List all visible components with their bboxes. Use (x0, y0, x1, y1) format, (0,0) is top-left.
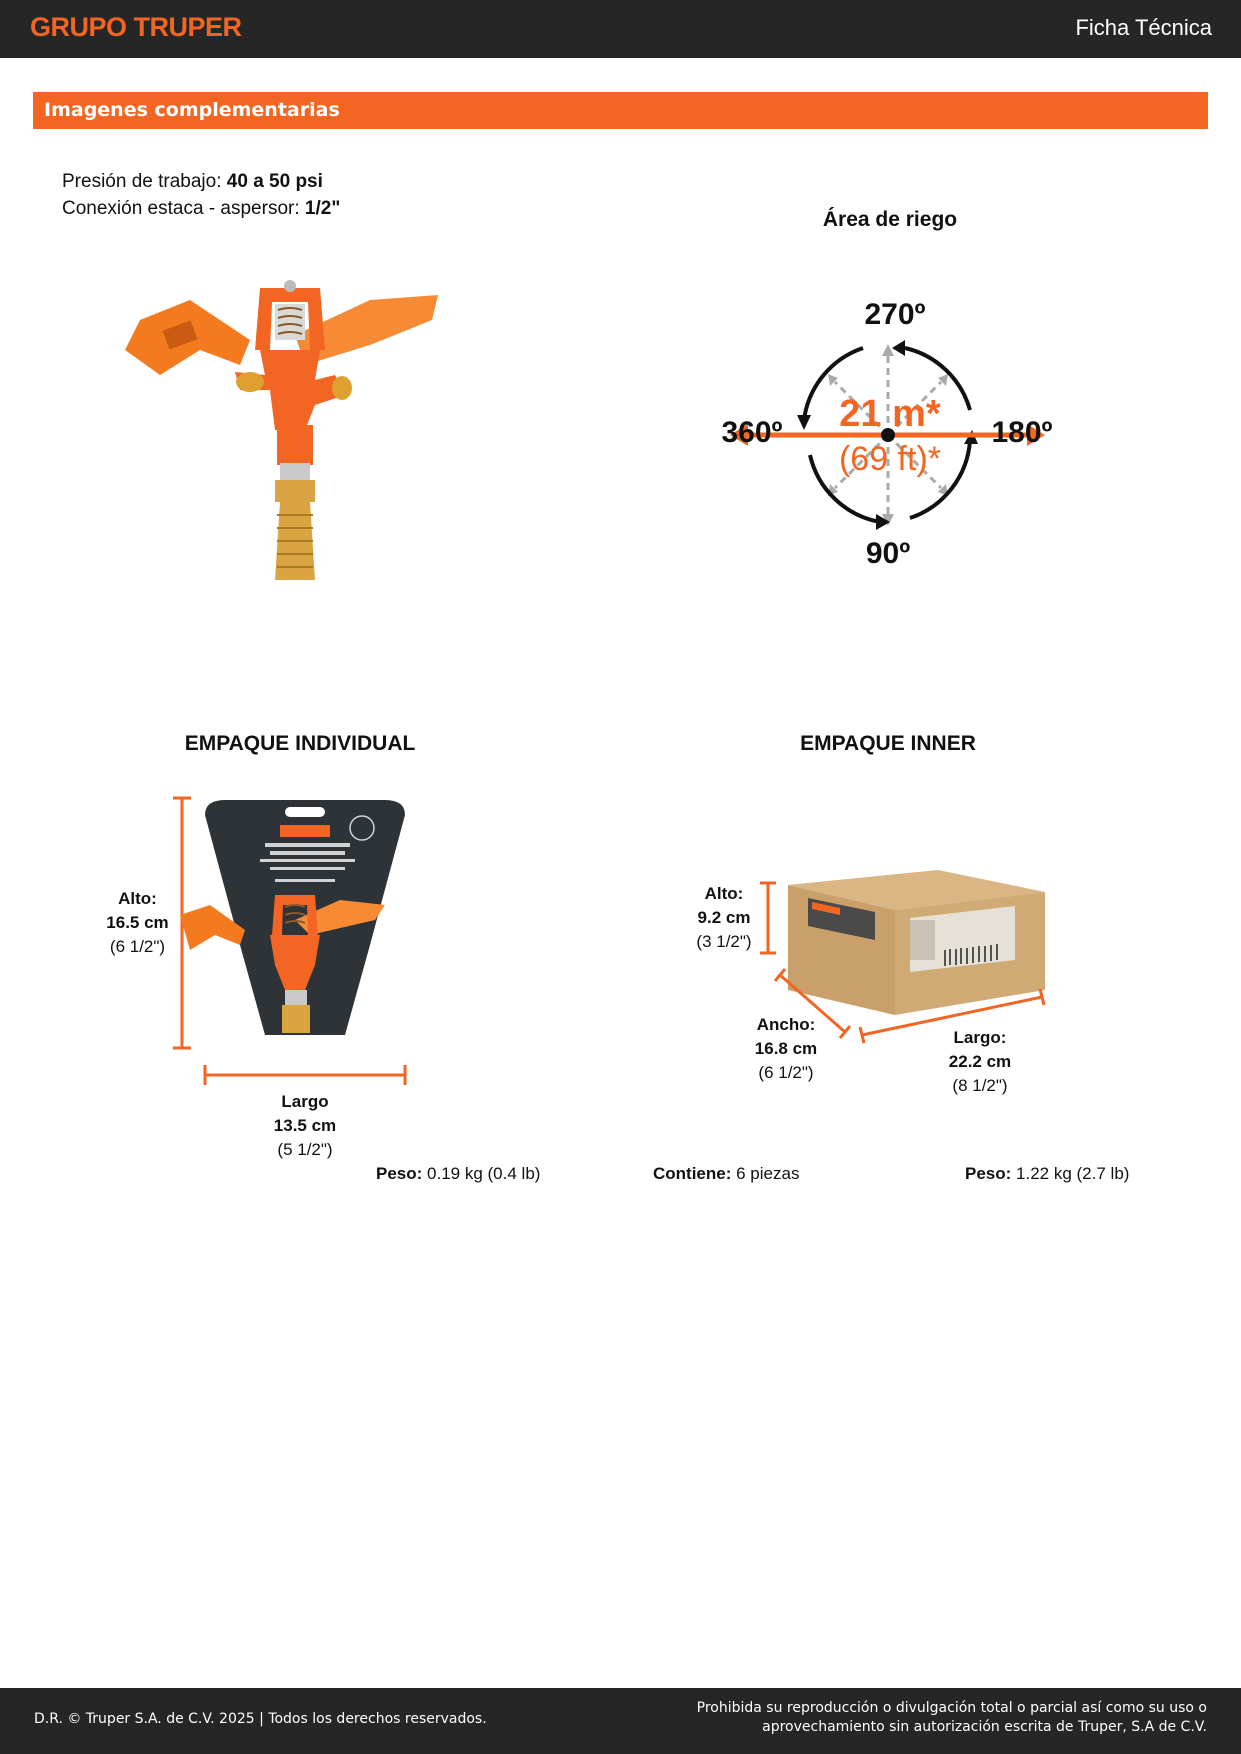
connection-label: Conexión estaca - aspersor: (62, 198, 300, 219)
inner-largo-dimension (928, 1026, 1032, 1098)
document-title: Ficha Técnica (1075, 15, 1212, 40)
inner-peso-value: 1.22 kg (2.7 lb) (1016, 1164, 1130, 1183)
footer-notice-line2: aprovechamiento sin autorización escrita de Truper, S.A de C.V. (762, 1719, 1207, 1735)
individual-largo-dimension (250, 1090, 360, 1162)
sprinkler-product-image (120, 280, 440, 590)
inner-peso-label: Peso: (965, 1164, 1012, 1183)
individual-peso-label: Peso: (376, 1164, 423, 1183)
inner-ancho-cm: 16.8 cm (754, 1039, 818, 1058)
inner-alto-cm: 9.2 cm (697, 908, 751, 927)
inner-largo-label: Largo: (953, 1028, 1007, 1047)
footer-notice (587, 1699, 1207, 1737)
inner-largo-cm: 22.2 cm (948, 1052, 1012, 1071)
inner-contiene (653, 1164, 799, 1184)
page-footer (0, 1688, 1241, 1754)
inner-largo-in: (8 1/2") (952, 1076, 1008, 1095)
individual-package-heading: EMPAQUE INDIVIDUAL (184, 732, 416, 755)
individual-alto-in: (6 1/2") (109, 937, 166, 956)
individual-largo-in: (5 1/2") (277, 1140, 333, 1159)
radius-feet: (69 ft)* (838, 440, 942, 478)
inner-alto-dimension (680, 882, 768, 954)
section-title-bar (33, 92, 1208, 129)
section-title: Imagenes complementarias (44, 99, 340, 121)
footer-copyright: D.R. © Truper S.A. de C.V. 2025 | Todos los derechos reservados. (34, 1711, 487, 1727)
angle-90: 90º (865, 537, 911, 570)
angle-360: 360º (721, 416, 783, 449)
grupo-truper-logo: GRUPO TRUPER (30, 12, 242, 42)
inner-ancho-dimension (738, 1013, 834, 1085)
pressure-label: Presión de trabajo: (62, 171, 222, 192)
footer-notice-line1: Prohibida su reproducción o divulgación total o parcial así como su uso o (696, 1700, 1207, 1716)
inner-contiene-label: Contiene: (653, 1164, 732, 1183)
inner-contiene-value: 6 piezas (736, 1164, 800, 1183)
angle-270: 270º (864, 298, 926, 331)
irrigation-area-title: Área de riego (822, 208, 958, 231)
radius-meters: 21 m* (839, 393, 941, 435)
individual-alto-cm: 16.5 cm (106, 913, 169, 932)
individual-largo-label: Largo (281, 1092, 329, 1111)
individual-alto-label: Alto: (118, 889, 157, 908)
individual-package-image (170, 795, 420, 1085)
inner-ancho-in: (6 1/2") (758, 1063, 814, 1082)
connection-value: 1/2" (304, 198, 341, 219)
inner-alto-label: Alto: (704, 884, 744, 903)
inner-alto-in: (3 1/2") (696, 932, 752, 951)
pressure-spec (62, 171, 323, 193)
angle-180: 180º (991, 416, 1053, 449)
individual-peso-value: 0.19 kg (0.4 lb) (427, 1164, 541, 1183)
inner-ancho-label: Ancho: (756, 1015, 816, 1034)
individual-largo-cm: 13.5 cm (273, 1116, 337, 1135)
individual-alto-dimension (95, 887, 180, 959)
page-header (0, 0, 1241, 58)
inner-peso (965, 1164, 1129, 1184)
pressure-value: 40 a 50 psi (226, 171, 323, 192)
inner-package-heading: EMPAQUE INNER (800, 732, 976, 755)
individual-peso (376, 1164, 540, 1184)
connection-spec (62, 198, 340, 220)
